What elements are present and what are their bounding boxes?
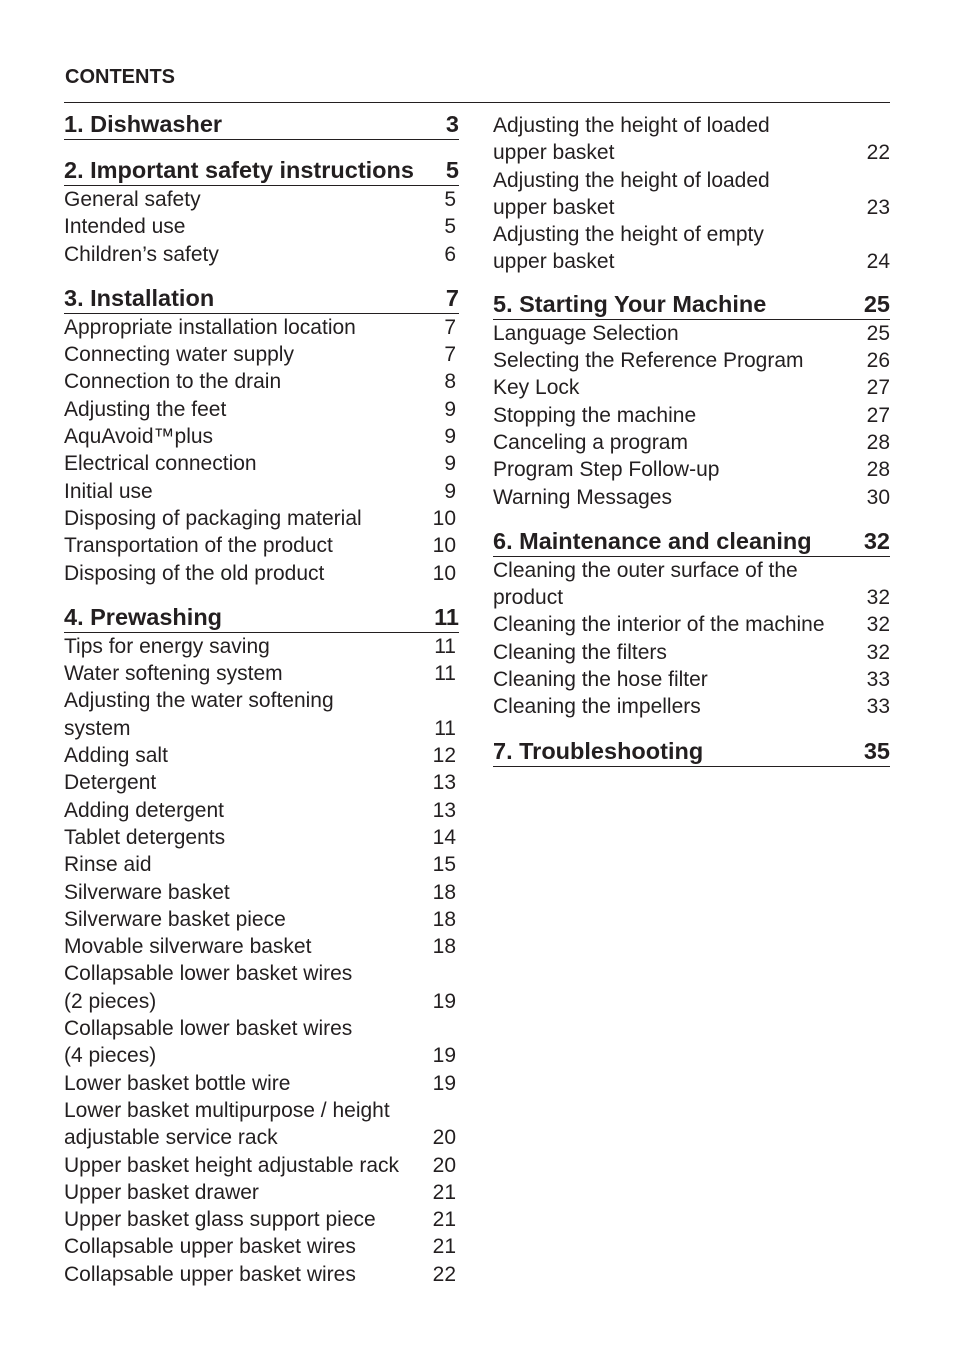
- toc-entry-general-safety[interactable]: [64, 186, 459, 213]
- toc-entry-page-number: 13: [432, 771, 456, 795]
- toc-entry-title: AquAvoid™plus: [64, 425, 214, 449]
- toc-entry-title: Key Lock: [493, 376, 580, 400]
- toc-entry-title: Water softening system: [64, 662, 283, 686]
- toc-entry-title: Adjusting the height of empty upper basket: [493, 223, 764, 274]
- toc-section-heading-page-number: 7: [445, 284, 459, 311]
- toc-entry-transportation-of-the-product[interactable]: [64, 532, 459, 559]
- toc-section-heading[interactable]: [64, 110, 459, 140]
- toc-entry-page-number: 9: [444, 479, 456, 503]
- toc-entry-page-number: 18: [432, 935, 456, 959]
- toc-section-6-maintenance-and-cleaning: [493, 527, 890, 721]
- toc-section-heading-title: 5. Starting Your Machine: [493, 290, 767, 317]
- toc-entry-page-number: 10: [432, 561, 456, 585]
- toc-entry-page-number: 15: [432, 853, 456, 877]
- toc-entry-movable-silverware-basket[interactable]: [64, 933, 459, 960]
- toc-entry-page-number: 23: [866, 195, 890, 219]
- toc-entry-selecting-the-reference-program[interactable]: [493, 347, 890, 374]
- toc-entry-upper-basket-glass-support-piece[interactable]: [64, 1206, 459, 1233]
- toc-entry-page-number: 5: [444, 215, 456, 239]
- toc-entry-title: Electrical connection: [64, 452, 257, 476]
- toc-entry-program-step-follow-up[interactable]: [493, 456, 890, 483]
- toc-entry-title: Appropriate installation location: [64, 315, 356, 339]
- toc-section-2-important-safety-instructions: [64, 156, 459, 268]
- toc-entry-disposing-of-the-old-product[interactable]: [64, 560, 459, 587]
- toc-section-3-installation: [64, 284, 459, 587]
- toc-entry-collapsable-upper-basket-wires[interactable]: [64, 1233, 459, 1260]
- toc-entry-title: Adjusting the height of loaded upper basket: [493, 168, 770, 219]
- toc-entry-title: Cleaning the filters: [493, 640, 667, 664]
- toc-entry-aquavoid-plus[interactable]: [64, 423, 459, 450]
- toc-entry-title: Stopping the machine: [493, 403, 697, 427]
- toc-entry-disposing-of-packaging-material[interactable]: [64, 505, 459, 532]
- toc-entry-detergent[interactable]: [64, 769, 459, 796]
- toc-entry-title: Cleaning the interior of the machine: [493, 613, 825, 637]
- toc-entry-lower-basket-bottle-wire[interactable]: [64, 1070, 459, 1097]
- toc-entry-title: Upper basket glass support piece: [64, 1208, 376, 1232]
- toc-entry-title: Warning Messages: [493, 485, 672, 509]
- toc-entry-language-selection[interactable]: [493, 320, 890, 347]
- toc-section-heading-page-number: 3: [445, 111, 459, 137]
- toc-entry-title: Collapsable upper basket wires: [64, 1235, 356, 1259]
- toc-entry-title: Collapsable upper basket wires: [64, 1262, 356, 1286]
- toc-entry-cleaning-the-impellers[interactable]: [493, 693, 890, 720]
- toc-section-heading-page-number: 25: [863, 290, 890, 317]
- toc-entry-page-number: 21: [432, 1180, 456, 1204]
- toc-entry-page-number: 11: [434, 716, 456, 740]
- toc-entry-page-number: 32: [866, 640, 890, 664]
- toc-section-heading[interactable]: [493, 290, 890, 320]
- toc-entry-adding-salt[interactable]: [64, 742, 459, 769]
- toc-entry-rinse-aid[interactable]: [64, 851, 459, 878]
- toc-section-heading[interactable]: [64, 156, 459, 186]
- toc-entry-title: Disposing of the old product: [64, 561, 325, 585]
- toc-section-heading-title: 3. Installation: [64, 284, 215, 311]
- toc-section-heading-title: 7. Troubleshooting: [493, 737, 704, 764]
- toc-entry-children-s-safety[interactable]: [64, 241, 459, 268]
- toc-entry-title: Collapsable lower basket wires (2 pieces): [64, 962, 353, 1013]
- toc-section-heading[interactable]: [493, 527, 890, 557]
- toc-entry-page-number: 6: [444, 242, 456, 266]
- toc-entry-adjusting-the-feet[interactable]: [64, 396, 459, 423]
- toc-entry-warning-messages[interactable]: [493, 484, 890, 511]
- toc-entry-cleaning-the-filters[interactable]: [493, 639, 890, 666]
- toc-entry-page-number: 10: [432, 506, 456, 530]
- toc-entry-page-number: 24: [866, 250, 890, 274]
- toc-continued-entries: [493, 112, 890, 276]
- toc-entry-tips-for-energy-saving[interactable]: [64, 633, 459, 660]
- toc-entry-title: Connecting water supply: [64, 343, 294, 367]
- toc-entry-page-number: 33: [866, 695, 890, 719]
- toc-entry-title: Tablet detergents: [64, 825, 226, 849]
- toc-entry-page-number: 27: [866, 376, 890, 400]
- toc-section-heading-page-number: 5: [445, 157, 459, 183]
- toc-entry-page-number: 32: [866, 613, 890, 637]
- toc-entry-page-number: 9: [444, 397, 456, 421]
- toc-entry-page-number: 28: [866, 430, 890, 454]
- toc-section-heading-title: 6. Maintenance and cleaning: [493, 527, 812, 554]
- toc-entry-title: Adjusting the feet: [64, 397, 227, 421]
- toc-section-heading[interactable]: [64, 284, 459, 314]
- toc-right-column: [493, 110, 890, 767]
- toc-entry-page-number: 11: [434, 662, 456, 686]
- toc-entry-key-lock[interactable]: [493, 374, 890, 401]
- toc-entry-upper-basket-height-adjustable-rack[interactable]: [64, 1152, 459, 1179]
- toc-entry-title: Adding detergent: [64, 798, 224, 822]
- toc-entry-page-number: 21: [432, 1208, 456, 1232]
- toc-entry-title: Rinse aid: [64, 853, 152, 877]
- toc-entry-connecting-water-supply[interactable]: [64, 341, 459, 368]
- toc-section-heading-title: 4. Prewashing: [64, 603, 223, 630]
- toc-entry-page-number: 12: [432, 744, 456, 768]
- toc-entry-title: Lower basket multipurpose / height adjustable service rack: [64, 1098, 390, 1150]
- toc-entry-title: Lower basket bottle wire: [64, 1071, 291, 1095]
- toc-entry-page-number: 8: [444, 370, 456, 394]
- toc-entry-title: Cleaning the hose filter: [493, 668, 708, 692]
- toc-section-heading-title: 2. Important safety instructions: [64, 157, 414, 183]
- toc-section-4-prewashing: [64, 603, 459, 1288]
- toc-section-heading-page-number: 32: [863, 527, 890, 554]
- toc-entry-title: Canceling a program: [493, 430, 688, 454]
- toc-entry-title: Connection to the drain: [64, 370, 282, 394]
- toc-entry-title: Cleaning the impellers: [493, 695, 701, 719]
- toc-entry-page-number: 21: [432, 1235, 456, 1259]
- toc-entry-page-number: 14: [432, 825, 456, 849]
- toc-entry-title: Movable silverware basket: [64, 935, 312, 959]
- toc-entry-intended-use[interactable]: [64, 213, 459, 240]
- toc-entry-title: Adjusting the height of loaded upper basket: [493, 114, 770, 165]
- toc-entry-page-number: 19: [432, 1071, 456, 1095]
- toc-entry-connection-to-the-drain[interactable]: [64, 368, 459, 395]
- toc-entry-page-number: 9: [444, 425, 456, 449]
- toc-section-heading[interactable]: [64, 603, 459, 633]
- toc-entry-adjusting-the-height-of-empty-upper-basket[interactable]: [493, 221, 890, 276]
- toc-entry-page-number: 18: [432, 907, 456, 931]
- toc-entry-page-number: 22: [866, 141, 890, 165]
- toc-entry-cleaning-the-hose-filter[interactable]: [493, 666, 890, 693]
- toc-entry-title: Initial use: [64, 479, 153, 503]
- toc-section-heading-page-number: 35: [863, 737, 890, 764]
- toc-section-1-dishwasher: [64, 110, 459, 140]
- toc-entry-collapsable-lower-basket-wires-2-pieces[interactable]: [64, 960, 459, 1015]
- toc-entry-page-number: 20: [432, 1153, 456, 1177]
- toc-entry-tablet-detergents[interactable]: [64, 824, 459, 851]
- toc-entry-page-number: 33: [866, 668, 890, 692]
- toc-left-column: [64, 110, 459, 1288]
- toc-entry-electrical-connection[interactable]: [64, 450, 459, 477]
- toc-entry-upper-basket-drawer[interactable]: [64, 1179, 459, 1206]
- toc-entry-cleaning-the-outer-surface-of-the-product[interactable]: [493, 557, 890, 612]
- toc-entry-collapsable-lower-basket-wires-4-pieces[interactable]: [64, 1015, 459, 1070]
- toc-entry-title: Detergent: [64, 771, 157, 795]
- toc-entry-title: Upper basket drawer: [64, 1180, 259, 1204]
- page-title: CONTENTS: [65, 66, 175, 88]
- toc-section-heading-page-number: 11: [434, 603, 459, 630]
- toc-entry-adjusting-the-water-softening-system[interactable]: [64, 687, 459, 742]
- toc-entry-page-number: 26: [866, 349, 890, 373]
- toc-entry-page-number: 13: [432, 798, 456, 822]
- toc-entry-collapsable-upper-basket-wires[interactable]: [64, 1261, 459, 1288]
- toc-entry-title: General safety: [64, 188, 201, 211]
- toc-entry-adjusting-the-height-of-loaded-upper-basket[interactable]: [493, 167, 890, 222]
- toc-entry-title: Silverware basket: [64, 880, 230, 904]
- toc-entry-title: Adding salt: [64, 744, 168, 768]
- toc-entry-title: Language Selection: [493, 321, 679, 345]
- toc-entry-silverware-basket[interactable]: [64, 879, 459, 906]
- toc-entry-page-number: 5: [444, 188, 456, 211]
- toc-entry-title: Adjusting the water softening system: [64, 689, 334, 740]
- toc-entry-page-number: 28: [866, 458, 890, 482]
- toc-entry-water-softening-system[interactable]: [64, 660, 459, 687]
- toc-entry-stopping-the-machine[interactable]: [493, 402, 890, 429]
- toc-entry-page-number: 25: [866, 321, 890, 345]
- toc-entry-title: Upper basket height adjustable rack: [64, 1153, 400, 1177]
- toc-entry-page-number: 11: [434, 634, 456, 658]
- toc-entry-title: Disposing of packaging material: [64, 506, 362, 530]
- toc-entry-page-number: 27: [866, 403, 890, 427]
- toc-entry-adding-detergent[interactable]: [64, 797, 459, 824]
- toc-entry-page-number: 7: [444, 343, 456, 367]
- toc-entry-page-number: 9: [444, 452, 456, 476]
- toc-entry-title: Program Step Follow-up: [493, 458, 720, 482]
- top-divider: [64, 102, 890, 103]
- toc-entry-initial-use[interactable]: [64, 478, 459, 505]
- toc-entry-page-number: 10: [432, 534, 456, 558]
- toc-section-heading-title: 1. Dishwasher: [64, 111, 223, 137]
- toc-entry-appropriate-installation-location[interactable]: [64, 314, 459, 341]
- toc-entry-silverware-basket-piece[interactable]: [64, 906, 459, 933]
- toc-entry-lower-basket-multipurpose-height-adjustable-service-rack[interactable]: [64, 1097, 459, 1152]
- toc-entry-title: Intended use: [64, 215, 186, 239]
- toc-entry-page-number: 18: [432, 880, 456, 904]
- toc-entry-adjusting-the-height-of-loaded-upper-basket[interactable]: [493, 112, 890, 167]
- toc-entry-cleaning-the-interior-of-the-machine[interactable]: [493, 611, 890, 638]
- toc-entry-page-number: 19: [432, 1044, 456, 1068]
- toc-entry-title: Transportation of the product: [64, 534, 333, 558]
- toc-entry-page-number: 32: [866, 586, 890, 610]
- toc-entry-title: Silverware basket piece: [64, 907, 286, 931]
- toc-section-heading[interactable]: [493, 737, 890, 767]
- toc-section-5-starting-your-machine: [493, 290, 890, 511]
- toc-entry-page-number: 19: [432, 989, 456, 1013]
- toc-entry-canceling-a-program[interactable]: [493, 429, 890, 456]
- toc-entry-page-number: 30: [866, 485, 890, 509]
- toc-entry-title: Children’s safety: [64, 242, 219, 266]
- toc-entry-page-number: 7: [444, 315, 456, 339]
- toc-section-7-troubleshooting: [493, 737, 890, 767]
- toc-entry-title: Collapsable lower basket wires (4 pieces): [64, 1017, 353, 1068]
- toc-entry-page-number: 20: [432, 1126, 456, 1150]
- toc-entry-page-number: 22: [432, 1262, 456, 1286]
- toc-entry-title: Tips for energy saving: [64, 634, 270, 658]
- toc-entry-title: Selecting the Reference Program: [493, 349, 804, 373]
- toc-entry-title: Cleaning the outer surface of the product: [493, 558, 798, 610]
